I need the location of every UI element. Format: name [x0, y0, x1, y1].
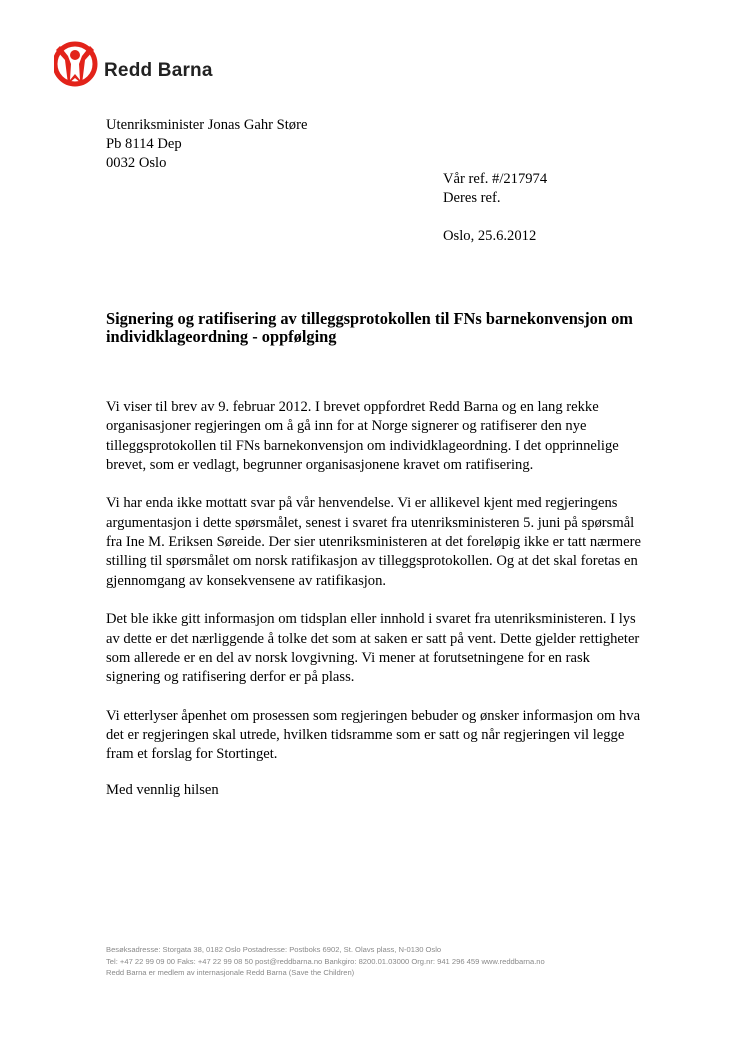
- footer-address: Besøksadresse: Storgata 38, 0182 Oslo Postadresse: Postboks 6902, St. Olavs plass, N-0130 Oslo: [106, 945, 442, 954]
- reference-block: [443, 170, 547, 246]
- save-the-children-emblem-icon: [54, 40, 100, 88]
- redd-barna-logo: [54, 40, 224, 90]
- our-reference: Vår ref. #/217974: [443, 171, 548, 187]
- paragraph: Vi har enda ikke mottatt svar på vår henvendelse. Vi er allikevel kjent med regjeringens argumentasjon i dette spørsmålet, senest i svaret fra utenriksministeren 5. juni på spørsmål fra Ine M. Eriksen Søreide. Der sier utenriksministeren at det foreløpig ikke er tatt nærmere stilling til spørsmålet om norsk ratifikasjon av tilleggsprotokollen. Og at det skal foretas en gjennomgang av konsekvensene av ratifikasjon.: [106, 495, 641, 589]
- paragraph: Det ble ikke gitt informasjon om tidsplan eller innhold i svaret fra utenriksministeren. I lys av dette er det nærliggende å tolke det som at saken er satt på vent. Dette gjelder rettigheter som allerede er en del av norsk lovgivning. Vi mener at forutsetningene for en rask signering og ratifisering derfor er på plass.: [106, 611, 640, 686]
- letter-body: [106, 398, 651, 784]
- closing-salutation: Med vennlig hilsen: [106, 782, 219, 798]
- paragraph: Vi etterlyser åpenhet om prosessen som regjeringen bebuder og ønsker informasjon om hva det er regjeringen skal utrede, hvilken tidsramme som er satt og når regjeringen vil legge fram et forslag for Stortinget.: [106, 707, 641, 763]
- footer-contact: Tel: +47 22 99 09 00 Faks: +47 22 99 08 50 post@reddbarna.no Bankgiro: 8200.01.03000 Org.nr: 941 296 459 www.reddbarna.no: [106, 956, 545, 966]
- page-footer: [106, 944, 545, 979]
- recipient-address: [106, 116, 307, 173]
- your-reference: Deres ref.: [443, 190, 501, 206]
- logo-text: Redd Barna: [104, 60, 213, 81]
- letter-date: Oslo, 25.6.2012: [443, 228, 537, 244]
- recipient-city: 0032 Oslo: [106, 155, 167, 171]
- recipient-name: Utenriksminister Jonas Gahr Støre: [106, 117, 308, 133]
- paragraph: Vi viser til brev av 9. februar 2012. I brevet oppfordret Redd Barna og en lang rekke organisasjoner regjeringen om å gå inn for at Norge signerer og ratifiserer den nye tilleggsprotokollen til FNs barnekonvensjon om individklageordning. I det opprinnelige brevet, som er vedlagt, begrunner organisasjonene kravet om ratifisering.: [106, 399, 619, 473]
- letter-title: Signering og ratifisering av tilleggsprotokollen til FNs barnekonvensjon om individklageordning - oppfølging: [106, 309, 633, 346]
- footer-membership: Redd Barna er medlem av internasjonale Redd Barna (Save the Children): [106, 968, 355, 978]
- recipient-postbox: Pb 8114 Dep: [106, 136, 182, 152]
